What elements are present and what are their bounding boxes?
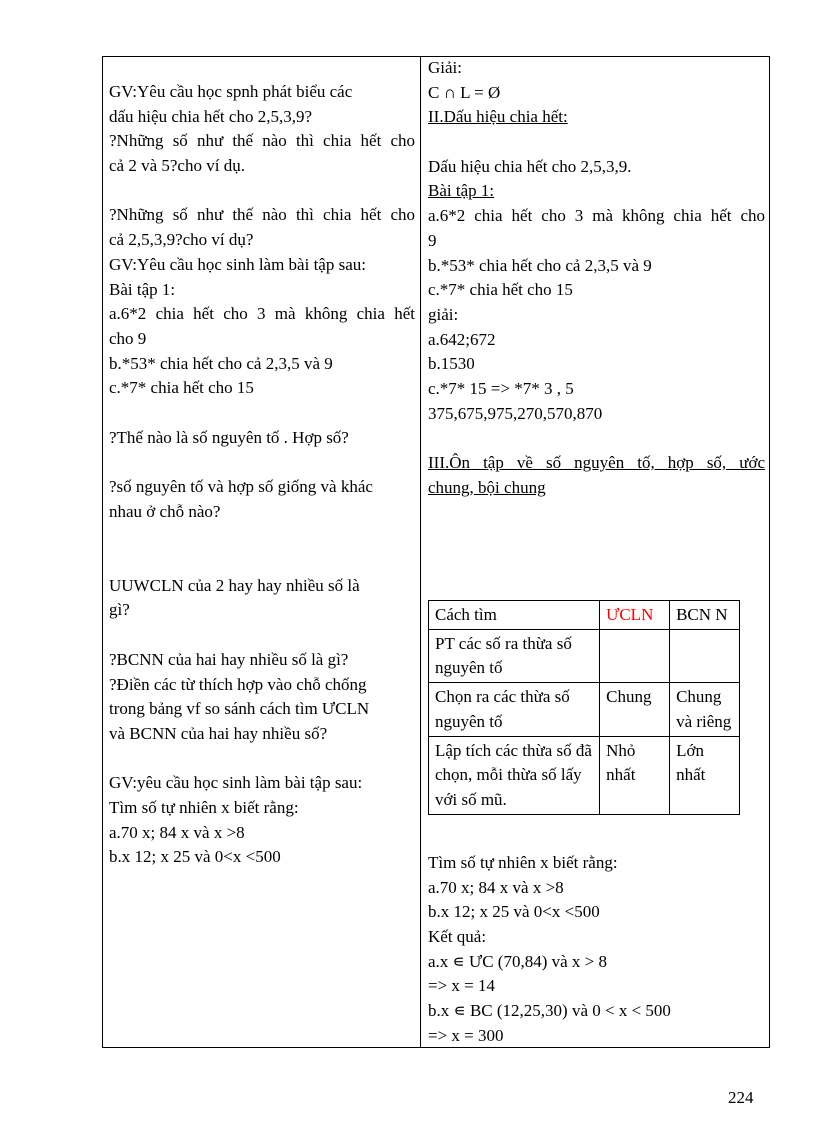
right-line: c.*7* 15 => *7* 3 , 5	[428, 378, 574, 398]
left-line: a.6*2 chia hết cho 3 mà không chia hết	[109, 304, 415, 324]
left-line: ?Điền các từ thích hợp vào chỗ chống	[109, 674, 367, 694]
right-line: a.642;672	[428, 329, 496, 349]
left-line: a.70 x; 84 x và x >8	[109, 822, 245, 842]
right-line: Kết quả:	[428, 927, 487, 947]
table-header-cell-bcnn: BCN N	[670, 601, 740, 630]
table-row	[429, 736, 740, 814]
left-line	[109, 179, 415, 204]
table-row	[429, 629, 740, 682]
left-line: ?Những số như thế nào thì chia hết cho	[109, 205, 415, 225]
right-line	[428, 426, 765, 451]
page-number: 224	[728, 1088, 754, 1107]
left-line: UUWCLN của 2 hay hay nhiều số là	[109, 575, 360, 595]
table-cell	[600, 629, 670, 682]
table-header-cell-ucln: ƯCLN	[600, 601, 670, 630]
right-line: a.70 x; 84 x và x >8	[428, 877, 564, 897]
table-cell: Lập tích các thừa số đã chọn, mỗi thừa số lấy với số mũ.	[429, 736, 600, 814]
left-line: Tìm số tự nhiên x biết rằng:	[109, 797, 299, 817]
left-line: cả 2,5,3,9?cho ví dụ?	[109, 230, 254, 250]
right-line: Tìm số tự nhiên x biết rằng:	[428, 853, 618, 872]
left-line: GV:yêu cầu học sinh làm bài tập sau:	[109, 773, 363, 793]
left-line: nhau ở chỗ nào?	[109, 501, 221, 521]
left-line	[109, 747, 415, 772]
right-line: b.x ∊ BC (12,25,30) và 0 < x < 500	[428, 1001, 671, 1021]
column-divider	[420, 56, 421, 1048]
section-heading-divisibility: II.Dấu hiệu chia hết:	[428, 107, 568, 127]
table-header-cell: Cách tìm	[429, 601, 600, 630]
left-line: ?BCNN của hai hay nhiều số là gì?	[109, 649, 349, 669]
table-cell: Chọn ra các thừa số nguyên tố	[429, 683, 600, 736]
left-line: ?Thế nào là số nguyên tố . Hợp số?	[109, 427, 349, 447]
gcd-lcm-comparison-table	[428, 600, 740, 815]
left-line: gì?	[109, 600, 130, 620]
table-cell	[670, 629, 740, 682]
table-cell: PT các số ra thừa số nguyên tố	[429, 629, 600, 682]
left-line: cả 2 và 5?cho ví dụ.	[109, 156, 245, 176]
content-column	[428, 56, 765, 500]
left-line: Bài tập 1:	[109, 279, 176, 299]
left-line: c.*7* chia hết cho 15	[109, 378, 254, 398]
table-cell: Chung và riêng	[670, 683, 740, 736]
right-line: a.x ∊ ƯC (70,84) và x > 8	[428, 951, 607, 971]
left-line: b.x 12; x 25 và 0<x <500	[109, 847, 281, 867]
table-header-row	[429, 601, 740, 630]
table-cell: Nhỏ nhất	[600, 736, 670, 814]
left-line: cho 9	[109, 328, 147, 348]
right-line: Giải:	[428, 58, 462, 77]
right-line: b.1530	[428, 354, 475, 374]
solution-block	[428, 851, 765, 1049]
left-line: ?Những số như thế nào thì chia hết cho	[109, 131, 415, 151]
left-line: dấu hiệu chia hết cho 2,5,3,9?	[109, 106, 312, 126]
left-line	[109, 524, 415, 549]
right-line: Dấu hiệu chia hết cho 2,5,3,9.	[428, 156, 632, 176]
right-line: 9	[428, 230, 437, 250]
table-cell: Chung	[600, 683, 670, 736]
left-line: GV:Yêu cầu học spnh phát biểu các	[109, 82, 353, 101]
right-line: C ∩ L = Ø	[428, 82, 501, 102]
right-line: => x = 14	[428, 976, 496, 996]
right-line: 375,675,975,270,570,870	[428, 403, 603, 423]
table-row	[429, 683, 740, 736]
left-line	[109, 401, 415, 426]
left-line	[109, 549, 415, 574]
left-line: b.*53* chia hết cho cả 2,3,5 và 9	[109, 353, 333, 373]
right-line	[428, 130, 765, 155]
left-line	[109, 623, 415, 648]
left-line	[109, 450, 415, 475]
right-line: giải:	[428, 304, 459, 324]
right-line: a.6*2 chia hết cho 3 mà không chia hết cho	[428, 206, 765, 226]
right-line: c.*7* chia hết cho 15	[428, 280, 573, 300]
right-line: b.*53* chia hết cho cả 2,3,5 và 9	[428, 255, 652, 275]
left-line: ?số nguyên tố và hợp số giống và khác	[109, 477, 373, 496]
left-line: GV:Yêu cầu học sinh làm bài tập sau:	[109, 254, 366, 274]
exercise-heading: Bài tập 1:	[428, 181, 495, 201]
section-heading-review: III.Ôn tập về số nguyên tố, hợp số, ước	[428, 453, 765, 472]
left-line: trong bảng vf so sánh cách tìm ƯCLN	[109, 699, 370, 719]
right-line: b.x 12; x 25 và 0<x <500	[428, 902, 600, 922]
left-line: và BCNN của hai hay nhiều số?	[109, 723, 328, 743]
right-line: => x = 300	[428, 1025, 504, 1045]
section-heading-review-cont: chung, bội chung	[428, 477, 546, 497]
table-cell: Lớn nhất	[670, 736, 740, 814]
teacher-activity-column	[109, 80, 415, 870]
